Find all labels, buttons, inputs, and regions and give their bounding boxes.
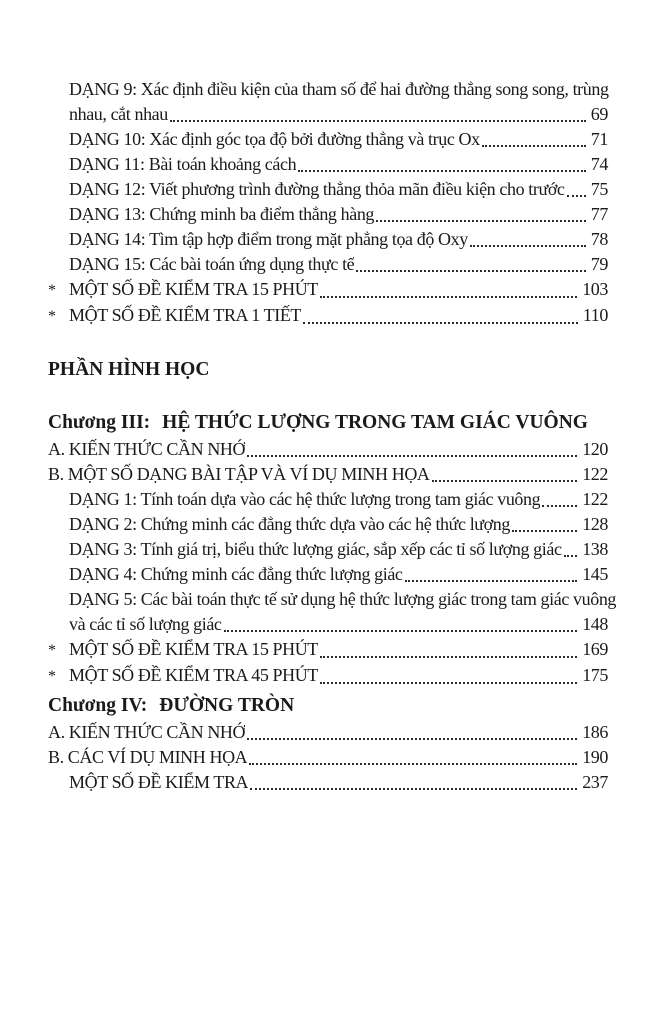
dot-leader [247,455,577,457]
dot-leader [482,145,586,147]
toc-entry-continuation [48,587,617,612]
dot-leader [320,656,577,658]
entry-label: DẠNG 13: Chứng minh ba điểm thẳng hàng [69,204,375,224]
page-number: 77 [590,204,608,224]
asterisk-marker: * [48,308,56,325]
section-heading: PHẦN HÌNH HỌC [48,359,210,380]
toc-entry [48,637,608,663]
dot-leader [405,580,578,582]
page-number: 148 [582,614,608,634]
entry-label: DẠNG 12: Viết phương trình đường thẳng thỏa mãn điều kiện cho trước [69,179,565,199]
dot-leader [320,682,577,684]
toc-entry [48,127,608,152]
entry-label: MỘT SỐ ĐỀ KIỂM TRA 1 TIẾT [69,305,302,325]
page-number: 122 [582,489,608,509]
toc-entry [48,102,608,127]
page-number: 69 [590,104,608,124]
entry-label: DẠNG 10: Xác định góc tọa độ bởi đường thẳng và trục Ox [69,129,480,149]
dot-leader [249,763,577,765]
toc-entry [48,437,608,462]
toc-entry [48,537,608,562]
page-number: 169 [582,639,608,659]
dot-leader [320,296,577,298]
dot-leader [432,480,578,482]
toc-entry [48,177,608,202]
entry-label: B. CÁC VÍ DỤ MINH HỌA [48,747,248,767]
dot-leader [512,530,577,532]
dot-leader [376,220,586,222]
toc-entry [48,487,608,512]
entry-label: DẠNG 4: Chứng minh các đẳng thức lượng giác [69,564,403,584]
entry-label: A. KIẾN THỨC CẦN NHỚ [48,722,246,742]
entry-label: MỘT SỐ ĐỀ KIỂM TRA 15 PHÚT [69,279,318,299]
toc-entry [48,745,608,770]
toc-entry [48,512,608,537]
asterisk-marker: * [48,282,56,299]
toc-entry-continuation [48,77,608,102]
entry-label: A. KIẾN THỨC CẦN NHỚ [48,439,246,459]
asterisk-marker: * [48,668,56,685]
entry-label: DẠNG 9: Xác định điều kiện của tham số để hai đường thẳng song song, trùng [69,79,609,99]
entry-label: DẠNG 5: Các bài toán thực tế sử dụng hệ thức lượng giác trong tam giác vuông [69,589,617,609]
dot-leader [356,270,586,272]
page-number: 122 [582,464,608,484]
page-number: 186 [582,722,608,742]
dot-leader [170,120,586,122]
page-number: 103 [582,279,608,299]
asterisk-marker: * [48,642,56,659]
dot-leader [542,505,577,507]
toc-entry [48,462,608,487]
chapter-title: ĐƯỜNG TRÒN [159,695,295,716]
entry-label: DẠNG 11: Bài toán khoảng cách [69,154,297,174]
entry-label: DẠNG 14: Tìm tập hợp điểm trong mặt phẳng tọa độ Oxy [69,229,468,249]
entry-label: nhau, cắt nhau [69,104,168,124]
toc-entry [48,720,608,745]
toc-entry [48,770,608,795]
entry-label: DẠNG 15: Các bài toán ứng dụng thực tế [69,254,355,274]
entry-label: và các tỉ số lượng giác [69,614,222,634]
page-number: 145 [582,564,608,584]
chapter-title: HỆ THỨC LƯỢNG TRONG TAM GIÁC VUÔNG [162,412,588,433]
entry-label: MỘT SỐ ĐỀ KIỂM TRA [69,772,249,792]
page-number: 120 [582,439,608,459]
toc-entry [48,252,608,277]
entry-label: MỘT SỐ ĐỀ KIỂM TRA 15 PHÚT [69,639,318,659]
page-number: 110 [582,305,608,325]
dot-leader [564,555,578,557]
page-number: 128 [582,514,608,534]
dot-leader [567,195,586,197]
toc-entry [48,202,608,227]
page-number: 237 [582,772,608,792]
dot-leader [470,245,586,247]
page-number: 78 [590,229,608,249]
toc-entry [48,227,608,252]
entry-label: DẠNG 1: Tính toán dựa vào các hệ thức lượng trong tam giác vuông [69,489,541,509]
chapter-label: Chương IV: [48,695,148,716]
toc-entry [48,663,608,689]
page-number: 79 [590,254,608,274]
dot-leader [247,738,577,740]
page-number: 175 [582,665,608,685]
chapter-heading [48,693,608,718]
page-number: 71 [590,129,608,149]
page-number: 190 [582,747,608,767]
entry-label: MỘT SỐ ĐỀ KIỂM TRA 45 PHÚT [69,665,318,685]
page-number: 138 [582,539,608,559]
toc-entry [48,277,608,303]
dot-leader [303,322,578,324]
dot-leader [224,630,578,632]
chapter-label: Chương III: [48,412,151,433]
chapter-heading [48,410,608,435]
entry-label: DẠNG 3: Tính giá trị, biểu thức lượng giác, sắp xếp các tỉ số lượng giác [69,539,562,559]
entry-label: B. MỘT SỐ DẠNG BÀI TẬP VÀ VÍ DỤ MINH HỌA [48,464,430,484]
toc-entry [48,152,608,177]
dot-leader [298,170,586,172]
toc-entry [48,303,608,329]
toc-entry [48,612,608,637]
toc-entry [48,562,608,587]
page-number: 74 [590,154,608,174]
entry-label: DẠNG 2: Chứng minh các đẳng thức dựa vào các hệ thức lượng [69,514,510,534]
dot-leader [250,788,577,790]
page-number: 75 [590,179,608,199]
